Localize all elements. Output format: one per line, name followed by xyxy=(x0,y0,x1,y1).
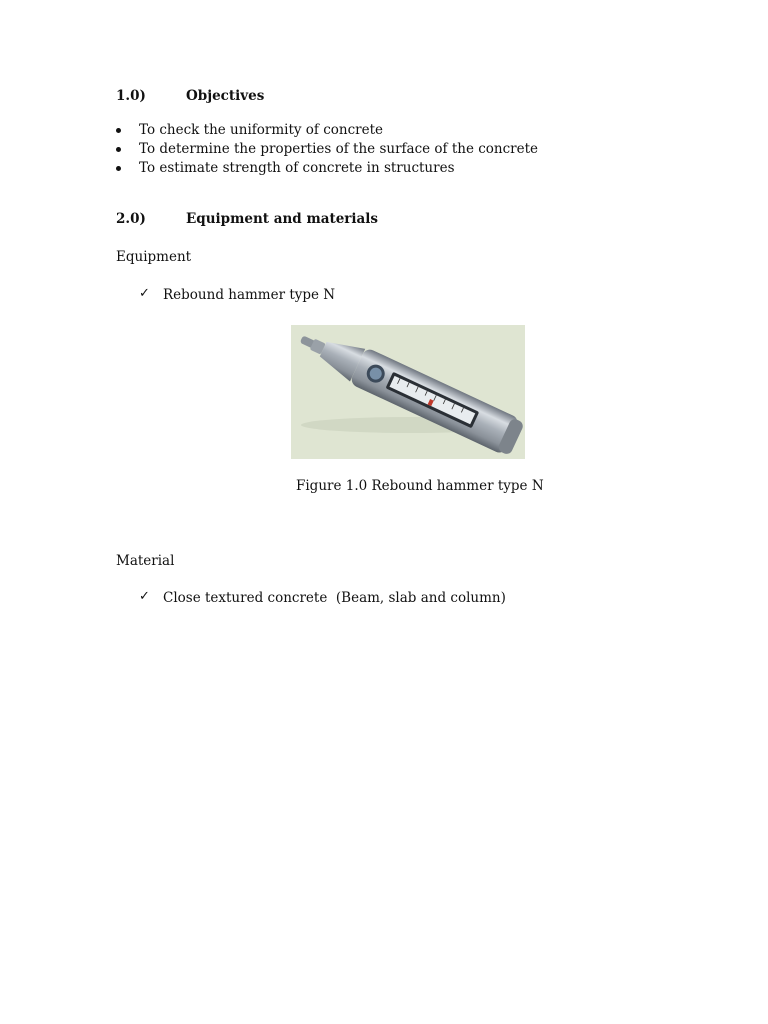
objective-item: To check the uniformity of concrete xyxy=(139,122,384,138)
checkmark-icon: ✓ xyxy=(139,286,150,301)
objective-item: To estimate strength of concrete in structures xyxy=(139,160,455,176)
equipment-item: Rebound hammer type N xyxy=(163,287,336,303)
section-1-title: Objectives xyxy=(186,88,265,104)
objective-item: To determine the properties of the surface of the concrete xyxy=(139,141,539,157)
equipment-label: Equipment xyxy=(116,249,192,265)
section-2-title: Equipment and materials xyxy=(186,211,379,227)
figure-caption: Figure 1.0 Rebound hammer type N xyxy=(296,478,544,494)
rebound-hammer-illustration xyxy=(291,325,525,459)
checkmark-icon: ✓ xyxy=(139,589,150,604)
rebound-hammer-image xyxy=(291,325,525,459)
material-label: Material xyxy=(116,553,175,569)
bullet-dot-icon xyxy=(116,166,121,171)
bullet-dot-icon xyxy=(116,147,121,152)
material-item: Close textured concrete (Beam, slab and column) xyxy=(163,590,506,606)
bullet-dot-icon xyxy=(116,128,121,133)
section-2-number: 2.0) xyxy=(116,211,146,227)
section-1-number: 1.0) xyxy=(116,88,146,104)
